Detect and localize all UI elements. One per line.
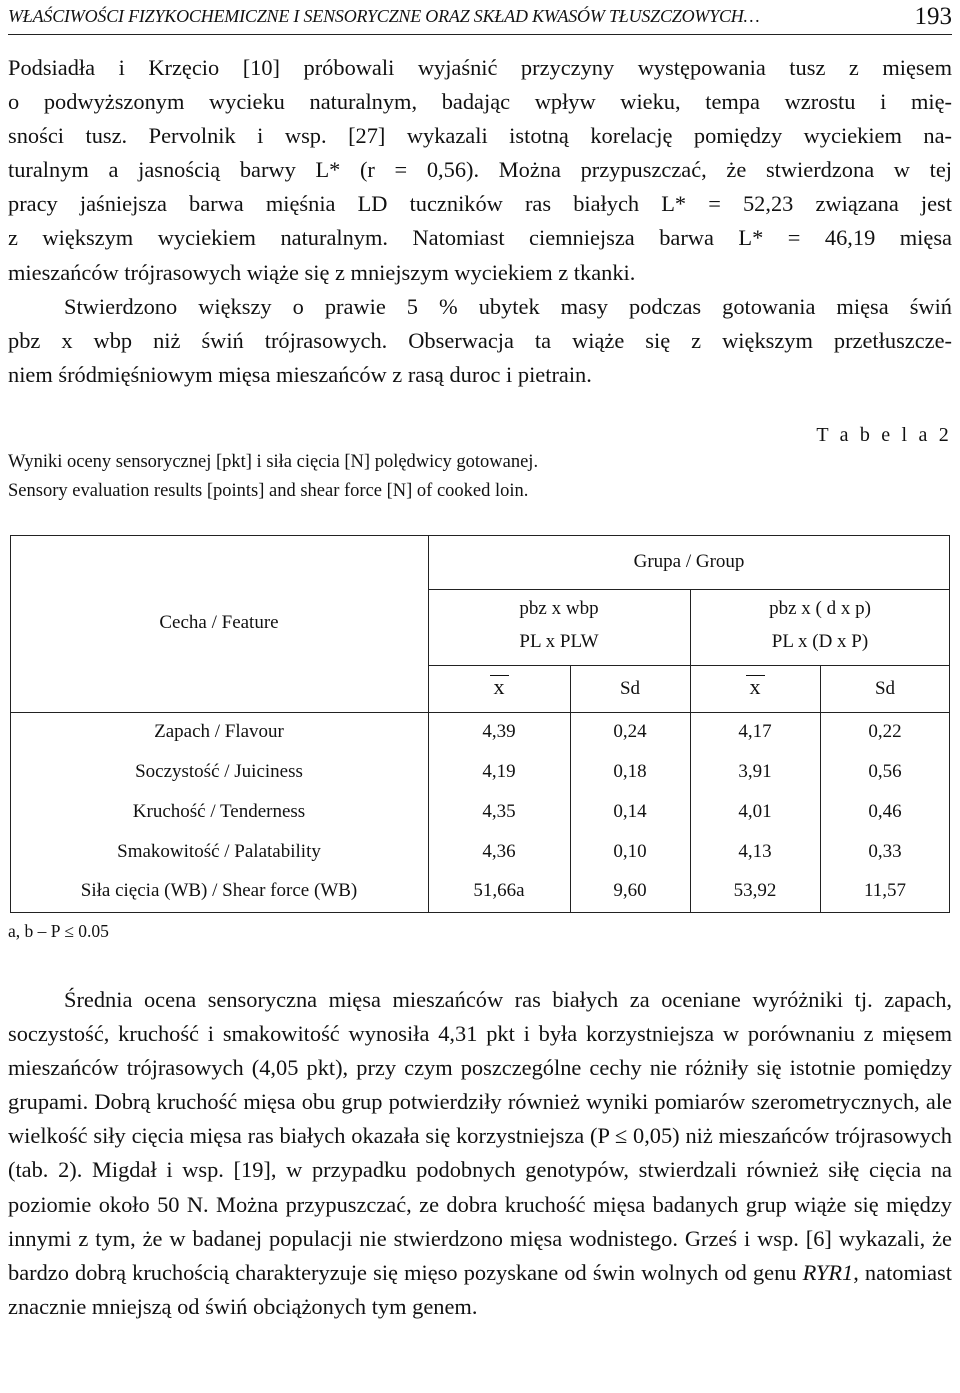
row-mean-g2: 4,17 (738, 721, 772, 742)
paragraph-text-end: , natomiast znacznie mniejszą od świń obciążonych tym genem. (8, 1259, 952, 1319)
row-feature: Smakowitość / Palatability (117, 841, 321, 862)
row-sd-g2: 0,56 (868, 761, 902, 782)
gene-name: RYR1 (802, 1259, 854, 1285)
row-sd-g1: 0,24 (613, 721, 647, 742)
paragraph-line: Podsiadła i Krzęcio [10] próbowali wyjaśnić przyczyny występowania tusz z mięsem (8, 55, 952, 80)
mean-header-group1 (428, 675, 570, 700)
paragraph-line: mieszańców trójrasowych wiąże się z mniejszym wyciekiem z tkanki. (8, 259, 636, 285)
row-sd-g1: 9,60 (613, 880, 647, 901)
row-sd-g2: 11,57 (863, 880, 907, 901)
table-rule-group (428, 589, 950, 590)
row-mean-g1: 51,66a (473, 880, 525, 901)
row-sd-g1: 0,14 (613, 801, 647, 822)
paragraph-line: sności tusz. Pervolnik i wsp. [27] wykazali istotną korelację pomiędzy wyciekiem na- (8, 123, 952, 149)
results-table (10, 535, 950, 913)
row-mean-g2: 3,91 (738, 761, 772, 782)
group-header: Grupa / Group (633, 551, 745, 572)
row-sd-g2: 0,46 (868, 801, 902, 822)
paragraph-line: z większym wyciekiem naturalnym. Natomiast ciemniejsza barwa L* = 46,19 mięsa (8, 225, 952, 251)
paragraph-line: o podwyższonym wycieku naturalnym, badając wpływ wieku, tempa wzrostu i mię- (8, 89, 952, 115)
paragraph-line: pracy jaśniejsza barwa mięśnia LD tuczników ras białych L* = 52,23 związana jest (8, 191, 952, 217)
mean-header-group2 (690, 675, 820, 700)
paragraph-line: niem śródmięśniowym mięsa mieszańców z rasą duroc i pietrain. (8, 361, 592, 387)
table-rule-top (10, 535, 950, 536)
sd-header-group2: Sd (874, 678, 896, 699)
table-footnote: a, b – P ≤ 0.05 (8, 921, 109, 941)
row-sd-g2: 0,33 (868, 841, 902, 862)
sd-header-group1: Sd (619, 678, 641, 699)
paragraph-line: Stwierdzono większy o prawie 5 % ubytek masy podczas gotowania mięsa świń (64, 293, 952, 319)
table-rule-col3 (820, 665, 821, 913)
table-rule-subgroup (428, 665, 950, 666)
row-mean-g2: 4,13 (738, 841, 772, 862)
page-header (8, 0, 952, 35)
page-number: 193 (914, 3, 952, 30)
paragraph-text: Średnia ocena sensoryczna mięsa mieszańców ras białych za oceniane wyróżniki tj. zapach, soczystość, kruchość i smakowitość wynosiła 4,31 pkt i była korzystniejsza w porównaniu z mięsem mieszańców trójrasowych (4,05 pkt), przy czym poszczególne cechy nie różniły się istotnie pomiędzy grupami. Dobrą kruchość mięsa obu grup potwierdziły również wyniki pomiarów szerometrycznych, ale wielkość siły cięcia mięsa ras białych okazała się korzystniejsza (P ≤ 0,05) niż mieszańców trójrasowych (tab. 2). Migdał i wsp. [19], w przypadku podobnych genotypów, stwierdzali również siłę cięcia na poziomie około 50 N. Można przypuszczać, ze dobra kruchość mięsa badanych grup wiąże się między innymi z tym, że w badanej populacji nie stwierdzono mięsa wodnistego. Grześ i wsp. [6] wykazali, że bardzo dobrą kruchością charakteryzuje się mięso pozyskane od świn wolnych od genu (8, 987, 952, 1285)
table-label: T a b e l a 2 (816, 424, 952, 446)
paragraph-line: turalnym a jasnością barwy L* (r = 0,56). Można przypuszczać, że stwierdzona w tej (8, 157, 952, 183)
row-feature: Siła cięcia (WB) / Shear force (WB) (80, 880, 358, 901)
row-mean-g1: 4,39 (482, 721, 516, 742)
running-title: WŁAŚCIWOŚCI FIZYKOCHEMICZNE I SENSORYCZNE ORAZ SKŁAD KWASÓW TŁUSZCZOWYCH… (8, 6, 760, 26)
table-caption-pl: Wyniki oceny sensorycznej [pkt] i siła cięcia [N] polędwicy gotowanej. (8, 452, 539, 472)
intro-paragraphs (8, 51, 952, 392)
table-caption-en: Sensory evaluation results [points] and shear force [N] of cooked loin. (8, 481, 529, 501)
table-rule-bottom (10, 912, 950, 913)
row-mean-g2: 53,92 (733, 880, 777, 901)
group1-line2: PL x PLW (519, 631, 599, 652)
group1-line1: pbz x wbp (519, 598, 599, 619)
table-rule-col1 (570, 665, 571, 913)
row-sd-g1: 0,18 (613, 761, 647, 782)
row-mean-g1: 4,35 (482, 801, 516, 822)
group2-line1: pbz x ( d x p) (769, 598, 871, 619)
row-sd-g1: 0,10 (613, 841, 647, 862)
mean-symbol: x (490, 675, 509, 698)
feature-header: Cecha / Feature (159, 612, 279, 633)
discussion-paragraph (8, 983, 952, 1324)
row-mean-g2: 4,01 (738, 801, 772, 822)
row-feature: Kruchość / Tenderness (132, 801, 306, 822)
mean-symbol: x (746, 675, 765, 698)
row-sd-g2: 0,22 (868, 721, 902, 742)
row-mean-g1: 4,36 (482, 841, 516, 862)
table-rule-header-bottom (10, 712, 950, 713)
row-mean-g1: 4,19 (482, 761, 516, 782)
row-feature: Zapach / Flavour (154, 721, 284, 742)
row-feature: Soczystość / Juiciness (135, 761, 303, 782)
group2-line2: PL x (D x P) (771, 631, 869, 652)
paragraph-line: pbz x wbp niż świń trójrasowych. Obserwacja ta wiąże się z większym przetłuszcze- (8, 327, 952, 353)
